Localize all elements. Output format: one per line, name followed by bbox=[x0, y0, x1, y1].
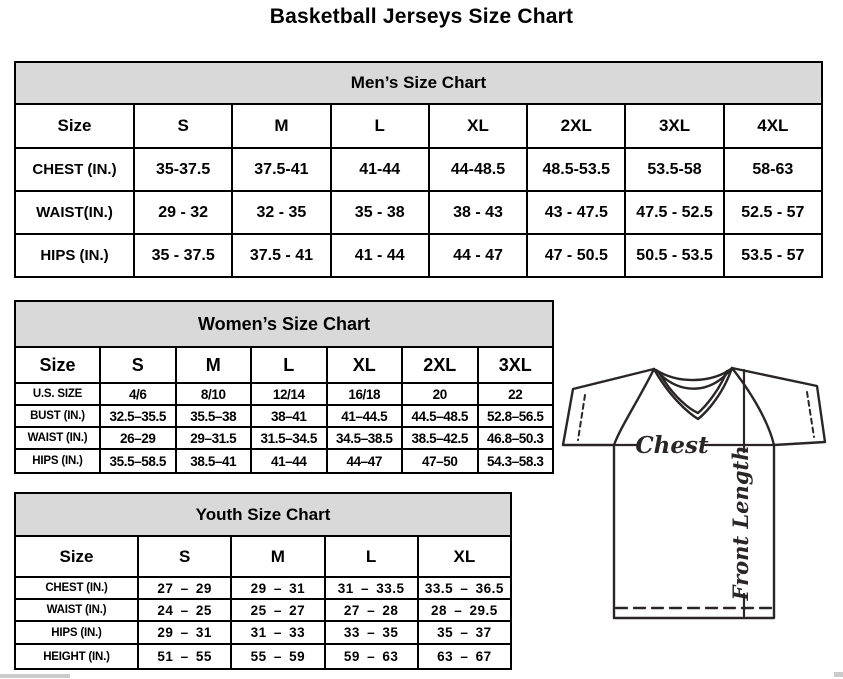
size-header-cell: M bbox=[232, 104, 330, 148]
measurement-value: 38–41 bbox=[251, 405, 327, 427]
measurement-row bbox=[15, 621, 511, 644]
measurement-value: 33 – 35 bbox=[325, 621, 418, 644]
measurement-value: 31.5–34.5 bbox=[251, 427, 327, 449]
jersey-body-outline bbox=[563, 368, 825, 618]
measurement-value: 43 - 47.5 bbox=[527, 191, 625, 234]
youth-size-chart bbox=[14, 492, 512, 670]
size-header-row bbox=[15, 347, 553, 383]
size-header-cell: Size bbox=[15, 536, 138, 577]
size-header-row bbox=[15, 104, 822, 148]
size-header-cell: Size bbox=[15, 104, 134, 148]
size-header-cell: 3XL bbox=[625, 104, 723, 148]
size-header-cell: 2XL bbox=[527, 104, 625, 148]
measurement-row bbox=[15, 577, 511, 599]
horizontal-scrollbar-fragment[interactable] bbox=[0, 674, 70, 678]
measurement-value: 38 - 43 bbox=[429, 191, 527, 234]
measurement-value: 35.5–58.5 bbox=[100, 449, 176, 473]
womens-size-chart bbox=[14, 300, 554, 474]
womens-chart-title: Women’s Size Chart bbox=[14, 300, 554, 346]
measurement-value: 47 - 50.5 bbox=[527, 234, 625, 277]
mens-chart-title: Men’s Size Chart bbox=[14, 61, 823, 103]
size-header-row bbox=[15, 536, 511, 577]
measurement-value: 47–50 bbox=[402, 449, 478, 473]
size-header-cell: 3XL bbox=[478, 347, 554, 383]
measurement-label: HEIGHT (IN.) bbox=[15, 644, 138, 669]
scrollbar-corner-fragment[interactable] bbox=[834, 672, 843, 677]
right-cuff-dashed-line bbox=[807, 392, 814, 437]
size-header-cell: 2XL bbox=[402, 347, 478, 383]
measurement-value: 46.8–50.3 bbox=[478, 427, 554, 449]
measurement-label: HIPS (IN.) bbox=[15, 621, 138, 644]
size-header-cell: L bbox=[325, 536, 418, 577]
measurement-label: U.S. SIZE bbox=[15, 383, 100, 405]
measurement-label: WAIST(IN.) bbox=[15, 191, 134, 234]
mens-size-table bbox=[14, 103, 823, 278]
measurement-row bbox=[15, 383, 553, 405]
measurement-value: 4/6 bbox=[100, 383, 176, 405]
measurement-value: 53.5 - 57 bbox=[724, 234, 822, 277]
size-header-cell: 4XL bbox=[724, 104, 822, 148]
measurement-value: 28 – 29.5 bbox=[418, 599, 511, 621]
measurement-value: 41–44 bbox=[251, 449, 327, 473]
size-header-cell: S bbox=[134, 104, 232, 148]
measurement-value: 35 - 38 bbox=[331, 191, 429, 234]
measurement-value: 38.5–41 bbox=[176, 449, 252, 473]
measurement-value: 52.5 - 57 bbox=[724, 191, 822, 234]
size-header-cell: M bbox=[231, 536, 324, 577]
measurement-value: 52.8–56.5 bbox=[478, 405, 554, 427]
measurement-label: CHEST (IN.) bbox=[15, 148, 134, 191]
measurement-value: 58-63 bbox=[724, 148, 822, 191]
measurement-label: WAIST (IN.) bbox=[15, 599, 138, 621]
measurement-value: 35.5–38 bbox=[176, 405, 252, 427]
size-header-cell: XL bbox=[429, 104, 527, 148]
jersey-measurement-diagram bbox=[556, 356, 840, 628]
measurement-value: 44.5–48.5 bbox=[402, 405, 478, 427]
measurement-value: 26–29 bbox=[100, 427, 176, 449]
measurement-value: 27 – 28 bbox=[325, 599, 418, 621]
size-header-cell: XL bbox=[418, 536, 511, 577]
measurement-value: 50.5 - 53.5 bbox=[625, 234, 723, 277]
measurement-value: 35-37.5 bbox=[134, 148, 232, 191]
youth-size-table bbox=[14, 535, 512, 670]
measurement-value: 41 - 44 bbox=[331, 234, 429, 277]
womens-size-table bbox=[14, 346, 554, 474]
right-shoulder-seam bbox=[732, 368, 774, 445]
measurement-row bbox=[15, 599, 511, 621]
size-header-cell: L bbox=[251, 347, 327, 383]
page-title: Basketball Jerseys Size Chart bbox=[269, 5, 574, 28]
measurement-value: 41–44.5 bbox=[327, 405, 403, 427]
measurement-value: 29 – 31 bbox=[138, 621, 231, 644]
measurement-value: 25 – 27 bbox=[231, 599, 324, 621]
left-cuff-dashed-line bbox=[578, 395, 585, 440]
measurement-value: 29–31.5 bbox=[176, 427, 252, 449]
measurement-value: 16/18 bbox=[327, 383, 403, 405]
measurement-label: HIPS (IN.) bbox=[15, 449, 100, 473]
measurement-label: WAIST (IN.) bbox=[15, 427, 100, 449]
measurement-value: 37.5 - 41 bbox=[232, 234, 330, 277]
measurement-label: CHEST (IN.) bbox=[15, 577, 138, 599]
measurement-value: 35 – 37 bbox=[418, 621, 511, 644]
measurement-value: 38.5–42.5 bbox=[402, 427, 478, 449]
measurement-value: 48.5-53.5 bbox=[527, 148, 625, 191]
front-length-measure-label: Front Length bbox=[728, 445, 753, 601]
measurement-row bbox=[15, 405, 553, 427]
measurement-value: 59 – 63 bbox=[325, 644, 418, 669]
measurement-value: 29 - 32 bbox=[134, 191, 232, 234]
measurement-value: 20 bbox=[402, 383, 478, 405]
chest-measure-label: Chest bbox=[635, 432, 709, 459]
size-header-cell: S bbox=[138, 536, 231, 577]
measurement-value: 51 – 55 bbox=[138, 644, 231, 669]
measurement-value: 54.3–58.3 bbox=[478, 449, 554, 473]
youth-chart-title: Youth Size Chart bbox=[14, 492, 512, 535]
measurement-value: 32.5–35.5 bbox=[100, 405, 176, 427]
measurement-value: 27 – 29 bbox=[138, 577, 231, 599]
size-header-cell: M bbox=[176, 347, 252, 383]
measurement-value: 44 - 47 bbox=[429, 234, 527, 277]
measurement-value: 31 – 33.5 bbox=[325, 577, 418, 599]
measurement-value: 33.5 – 36.5 bbox=[418, 577, 511, 599]
size-header-cell: S bbox=[100, 347, 176, 383]
measurement-value: 53.5-58 bbox=[625, 148, 723, 191]
size-header-cell: L bbox=[331, 104, 429, 148]
measurement-value: 24 – 25 bbox=[138, 599, 231, 621]
measurement-value: 37.5-41 bbox=[232, 148, 330, 191]
mens-size-chart bbox=[14, 61, 823, 278]
measurement-value: 47.5 - 52.5 bbox=[625, 191, 723, 234]
measurement-row bbox=[15, 191, 822, 234]
measurement-value: 35 - 37.5 bbox=[134, 234, 232, 277]
measurement-value: 22 bbox=[478, 383, 554, 405]
measurement-value: 44-48.5 bbox=[429, 148, 527, 191]
measurement-label: BUST (IN.) bbox=[15, 405, 100, 427]
measurement-label: HIPS (IN.) bbox=[15, 234, 134, 277]
measurement-value: 34.5–38.5 bbox=[327, 427, 403, 449]
measurement-value: 31 – 33 bbox=[231, 621, 324, 644]
measurement-value: 63 – 67 bbox=[418, 644, 511, 669]
measurement-row bbox=[15, 644, 511, 669]
measurement-value: 12/14 bbox=[251, 383, 327, 405]
measurement-row bbox=[15, 449, 553, 473]
jersey-outline-icon bbox=[556, 356, 840, 628]
measurement-row bbox=[15, 148, 822, 191]
measurement-row bbox=[15, 234, 822, 277]
measurement-value: 41-44 bbox=[331, 148, 429, 191]
measurement-value: 55 – 59 bbox=[231, 644, 324, 669]
collar-band-arc-top bbox=[656, 369, 731, 380]
measurement-value: 8/10 bbox=[176, 383, 252, 405]
measurement-value: 32 - 35 bbox=[232, 191, 330, 234]
size-header-cell: Size bbox=[15, 347, 100, 383]
size-header-cell: XL bbox=[327, 347, 403, 383]
measurement-value: 44–47 bbox=[327, 449, 403, 473]
measurement-value: 29 – 31 bbox=[231, 577, 324, 599]
measurement-row bbox=[15, 427, 553, 449]
